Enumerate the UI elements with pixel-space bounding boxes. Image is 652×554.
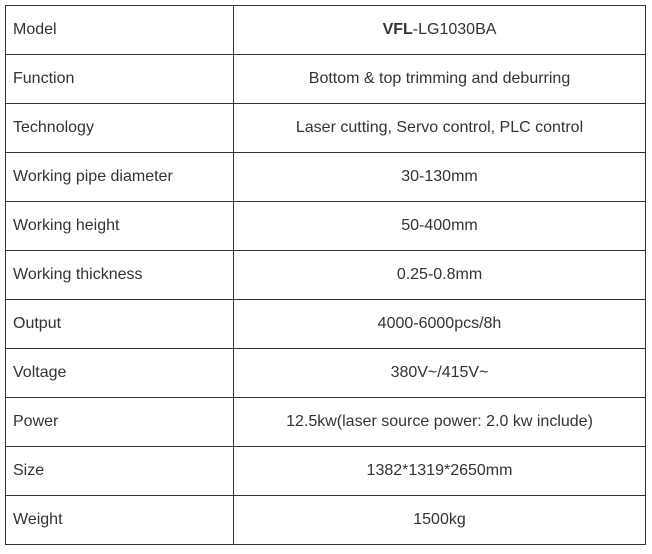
row-value: 0.25-0.8mm (234, 251, 646, 300)
row-label: Working pipe diameter (6, 153, 234, 202)
model-suffix: -LG1030BA (412, 21, 497, 39)
table-row-weight (6, 496, 646, 545)
row-label: Power (6, 398, 234, 447)
table-row-function (6, 55, 646, 104)
row-label: Weight (6, 496, 234, 545)
row-value: 12.5kw(laser source power: 2.0 kw include) (234, 398, 646, 447)
row-label: Technology (6, 104, 234, 153)
table-row-output (6, 300, 646, 349)
row-value: 1382*1319*2650mm (234, 447, 646, 496)
row-label: Voltage (6, 349, 234, 398)
spec-table (5, 5, 646, 545)
row-label: Working thickness (6, 251, 234, 300)
table-row-voltage (6, 349, 646, 398)
row-label: Size (6, 447, 234, 496)
row-value: 30-130mm (234, 153, 646, 202)
model-prefix: VFL (382, 21, 413, 39)
row-value-model (234, 6, 646, 55)
row-value: 1500kg (234, 496, 646, 545)
table-row-working-thickness (6, 251, 646, 300)
row-label: Function (6, 55, 234, 104)
table-row-power (6, 398, 646, 447)
row-value: Bottom & top trimming and deburring (234, 55, 646, 104)
row-value: 50-400mm (234, 202, 646, 251)
table-row-working-pipe-diameter (6, 153, 646, 202)
row-value: Laser cutting, Servo control, PLC control (234, 104, 646, 153)
table-row-working-height (6, 202, 646, 251)
table-row-size (6, 447, 646, 496)
row-value: 380V~/415V~ (234, 349, 646, 398)
row-label: Model (6, 6, 234, 55)
table-row-model (6, 6, 646, 55)
row-label: Output (6, 300, 234, 349)
row-label: Working height (6, 202, 234, 251)
table-row-technology (6, 104, 646, 153)
row-value: 4000-6000pcs/8h (234, 300, 646, 349)
